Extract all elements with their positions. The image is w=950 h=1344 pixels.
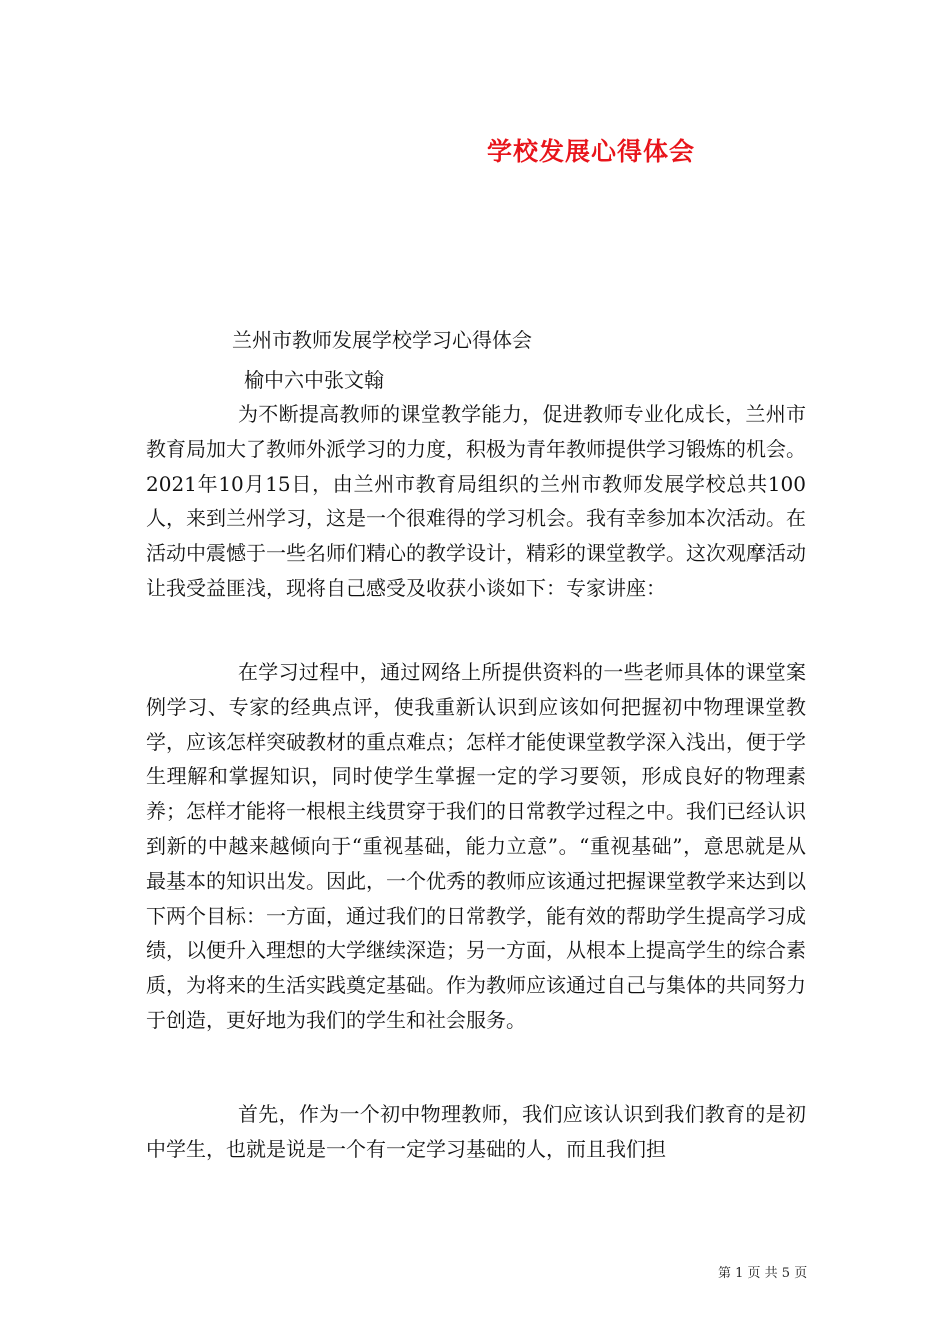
document-subtitle: 兰州市教师发展学校学习心得体会 (232, 328, 532, 352)
paragraph: 首先，作为一个初中物理教师，我们应该认识到我们教育的是初中学生，也就是说是一个有一定学习基础的人，而且我们担 (146, 1102, 806, 1161)
author-line: 榆中六中张文翰 (244, 368, 384, 392)
page-title: 学校发展心得体会 (487, 137, 696, 166)
page-number-footer: 第 1 页 共 5 页 (718, 1266, 808, 1281)
paragraph: 为不断提高教师的课堂教学能力，促进教师专业化成长，兰州市教育局加大了教师外派学习的力度，积极为青年教师提供学习锻炼的机会。2021年10月15日，由兰州市教育局组织的兰州市教师发展学校总共100人，来到兰州学习，这是一个很难得的学习机会。我有幸参加本次活动。在活动中震憾于一些名师们精心的教学设计，精彩的课堂教学。这次观摩活动让我受益匪浅，现将自己感受及收获小谈如下：专家讲座： (146, 402, 806, 600)
paragraph: 在学习过程中，通过网络上所提供资料的一些老师具体的课堂案例学习、专家的经典点评，使我重新认识到应该如何把握初中物理课堂教学，应该怎样突破教材的重点难点；怎样才能使课堂教学深入浅出，便于学生理解和掌握知识，同时使学生掌握一定的学习要领，形成良好的物理素养；怎样才能将一根根主线贯穿于我们的日常教学过程之中。我们已经认识到新的中越来越倾向于“重视基础，能力立意”。“重视基础”，意思就是从最基本的知识出发。因此，一个优秀的教师应该通过把握课堂教学来达到以下两个目标：一方面，通过我们的日常教学，能有效的帮助学生提高学习成绩，以便升入理想的大学继续深造；另一方面，从根本上提高学生的综合素质，为将来的生活实践奠定基础。作为教师应该通过自己与集体的共同努力于创造，更好地为我们的学生和社会服务。 (146, 660, 806, 1032)
